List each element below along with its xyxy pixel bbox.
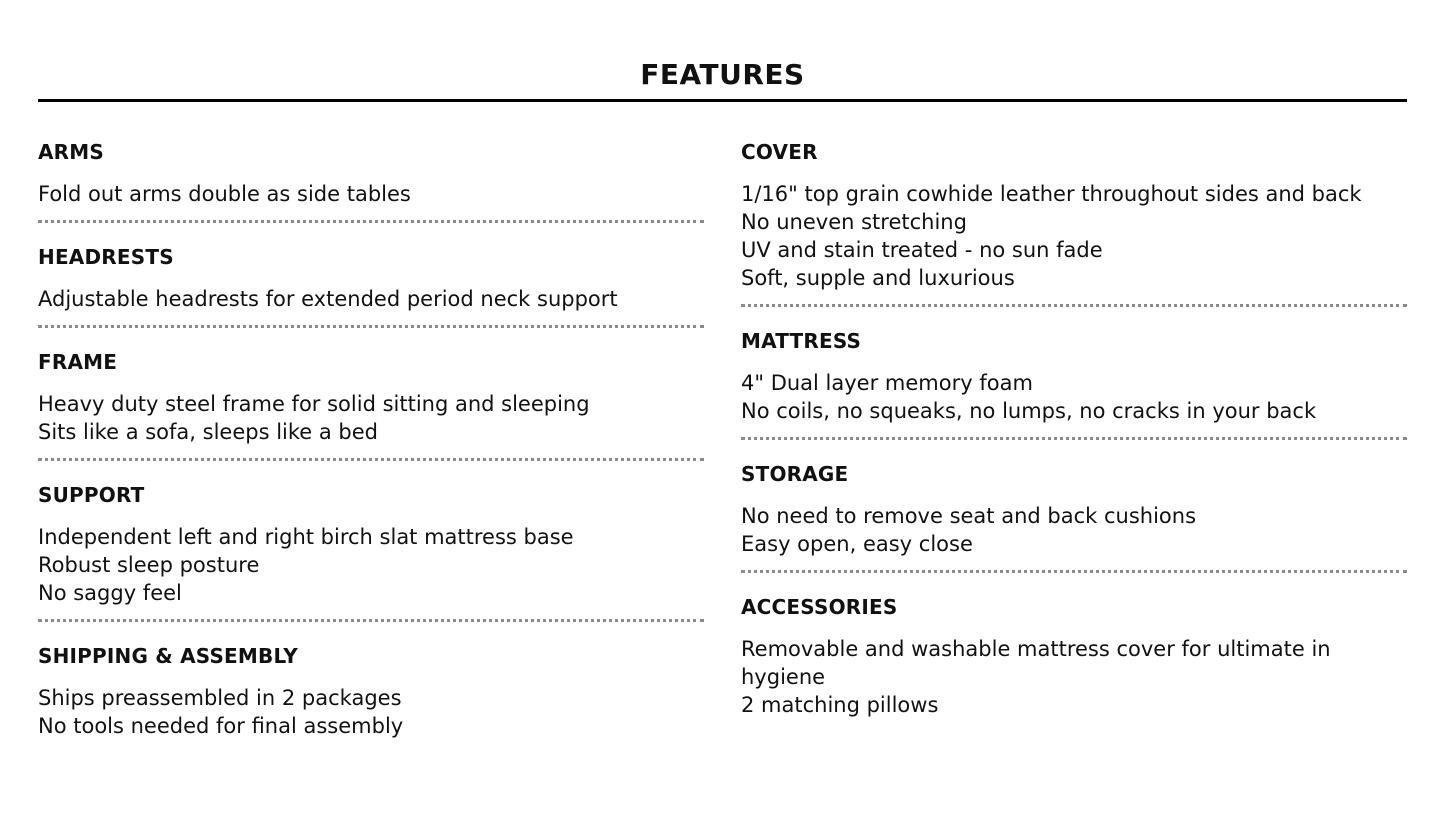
feature-line: 1/16" top grain cowhide leather throughout sides and back	[741, 182, 1362, 206]
features-left-column	[38, 138, 704, 752]
feature-line: No saggy feel	[38, 581, 182, 605]
feature-line: Sits like a sofa, sleeps like a bed	[38, 420, 378, 444]
feature-accessories	[741, 593, 1407, 731]
feature-line: No tools needed for final assembly	[38, 714, 404, 738]
feature-arms	[38, 138, 704, 223]
features-right-column	[741, 138, 1407, 731]
feature-line: Heavy duty steel frame for solid sitting and sleeping	[38, 392, 590, 416]
feature-heading: SHIPPING & ASSEMBLY	[38, 644, 298, 668]
feature-mattress	[741, 327, 1407, 440]
feature-heading: STORAGE	[741, 462, 849, 486]
feature-heading: SUPPORT	[38, 483, 145, 507]
feature-frame	[38, 348, 704, 461]
feature-line: Independent left and right birch slat mattress base	[38, 525, 574, 549]
feature-heading: HEADRESTS	[38, 245, 174, 269]
feature-line: No need to remove seat and back cushions	[741, 504, 1197, 528]
feature-line: Easy open, easy close	[741, 532, 973, 556]
feature-support	[38, 481, 704, 622]
feature-line: Removable and washable mattress cover for ultimate in hygiene	[741, 637, 1331, 689]
feature-line: UV and stain treated - no sun fade	[741, 238, 1103, 262]
feature-heading: MATTRESS	[741, 329, 862, 353]
feature-heading: COVER	[741, 140, 818, 164]
feature-shipping-assembly	[38, 642, 704, 752]
feature-line: 2 matching pillows	[741, 693, 939, 717]
feature-line: No coils, no squeaks, no lumps, no cracks in your back	[741, 399, 1317, 423]
feature-line: 4" Dual layer memory foam	[741, 371, 1033, 395]
feature-cover	[741, 138, 1407, 307]
feature-line: No uneven stretching	[741, 210, 967, 234]
feature-heading: ARMS	[38, 140, 104, 164]
title-divider	[38, 99, 1407, 102]
page-title: FEATURES	[640, 57, 805, 91]
feature-heading: ACCESSORIES	[741, 595, 898, 619]
feature-line: Robust sleep posture	[38, 553, 260, 577]
feature-storage	[741, 460, 1407, 573]
feature-heading: FRAME	[38, 350, 118, 374]
feature-line: Adjustable headrests for extended period neck support	[38, 287, 618, 311]
feature-line: Fold out arms double as side tables	[38, 182, 411, 206]
feature-line: Soft, supple and luxurious	[741, 266, 1015, 290]
feature-headrests	[38, 243, 704, 328]
feature-line: Ships preassembled in 2 packages	[38, 686, 402, 710]
